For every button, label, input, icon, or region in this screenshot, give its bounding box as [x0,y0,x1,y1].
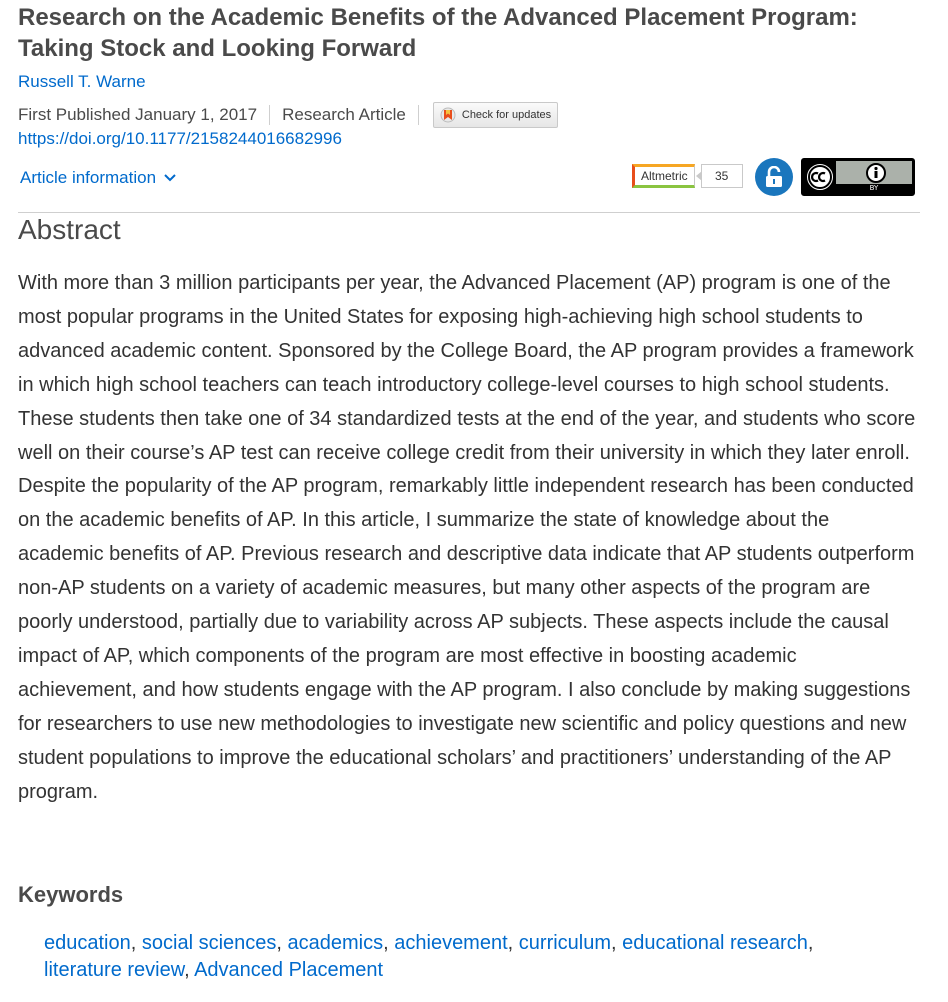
keyword-link[interactable]: education [44,932,131,954]
keyword-link[interactable]: curriculum [518,932,612,954]
keyword-link[interactable]: literature review [44,959,185,981]
unlock-icon [764,166,784,188]
meta-divider [418,105,419,125]
crossmark-icon [440,107,456,123]
article-title: Research on the Academic Benefits of the Advanced Placement Program: Taking Stock and Looking Forward [18,4,858,62]
author-link[interactable]: Russell T. Warne [18,72,146,91]
doi-link[interactable]: https://doi.org/10.1177/2158244016682996 [18,129,342,148]
license-label: BY [869,184,879,192]
keywords-list: education, social sciences, academics, achievement, curriculum, educational research, literature review, Advanced Placement [44,932,814,981]
keyword-link[interactable]: social sciences [141,932,277,954]
abstract-heading: Abstract [18,214,121,245]
abstract-text: With more than 3 million participants per year, the Advanced Placement (AP) program is one of the most popular programs in the United States for exposing high-achieving high school students to advanced academic content. Sponsored by the College Board, the AP program provides a framework in which high school teachers can teach introductory college-level courses to high school students. These students then take one of 34 standardized tests at the end of the year, and students who score well on their course’s AP test can receive college credit from their university in which they later enroll. Despite the popularity of the AP program, remarkably little independent research has been conducted on the academic benefits of AP. In this article, I summarize the state of knowledge about the academic benefits of AP. Previous research and descriptive data indicate that AP students outperform non-AP students on a variety of academic measures, but many other aspects of the program are poorly understood, partially due to variability across AP subjects. These aspects include the causal impact of AP, which components of the program are most effective in boosting academic achievement, and how students engage with the AP program. I also conclude by making suggestions for researchers to use new methodologies to investigate new scientific and policy questions and new student populations to improve the educational scholars’ and practitioners’ understanding of the AP program. [18,272,916,803]
publication-meta [18,102,558,128]
meta-divider [269,105,270,125]
open-access-badge [755,158,793,196]
check-for-updates-label: Check for updates [461,109,552,121]
check-for-updates-button[interactable] [433,102,558,128]
keyword-link[interactable]: educational research [622,932,808,954]
article-type: Research Article [282,105,406,124]
altmetric-badge[interactable] [632,163,743,189]
section-divider [18,212,920,213]
altmetric-label: Altmetric [632,164,695,188]
chevron-down-icon [164,174,176,182]
keyword-link[interactable]: Advanced Placement [194,959,384,981]
keyword-link[interactable]: academics [287,932,384,954]
article-information-label: Article information [20,168,157,187]
keywords-heading: Keywords [18,882,124,907]
keyword-link[interactable]: achievement [394,932,508,954]
published-date: First Published January 1, 2017 [18,105,258,124]
creative-commons-license-badge[interactable] [801,158,915,196]
altmetric-score: 35 [701,164,743,188]
article-information-toggle[interactable] [20,168,176,188]
